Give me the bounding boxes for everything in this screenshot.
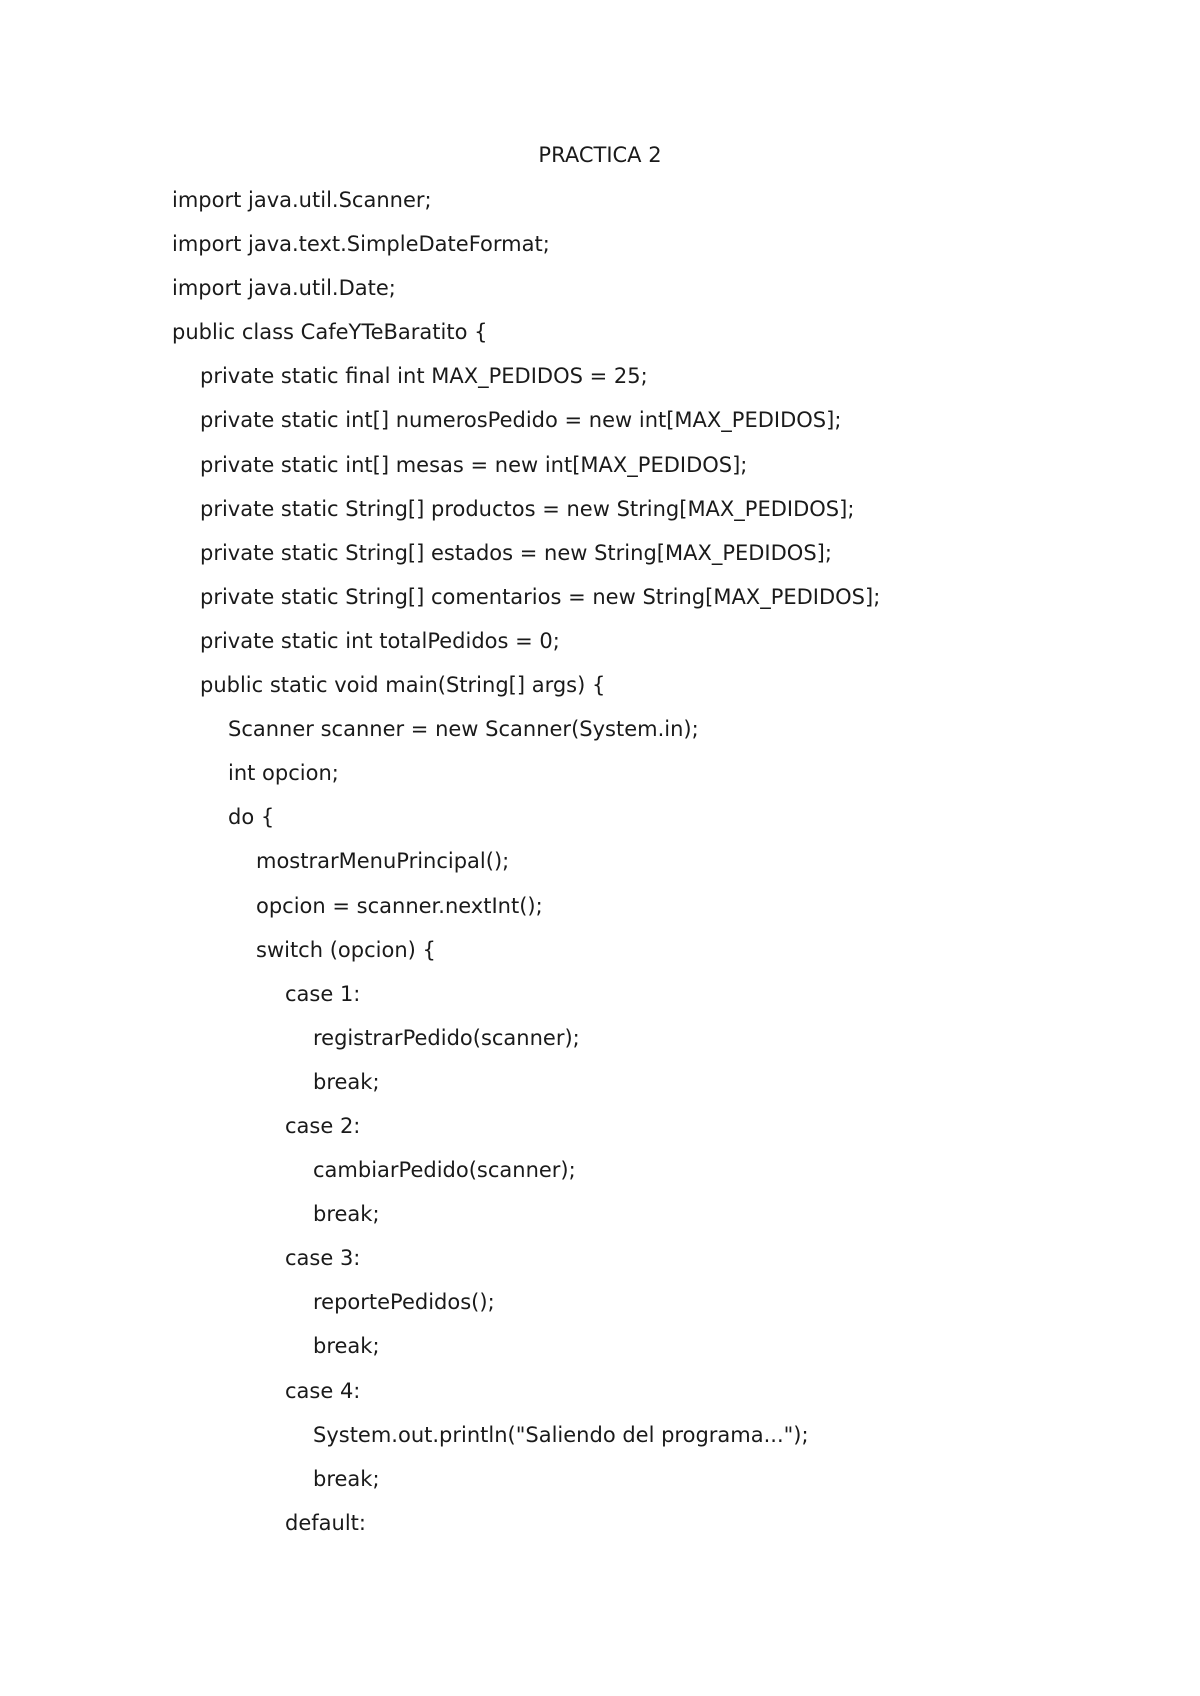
code-line: public class CafeYTeBaratito { (172, 320, 488, 345)
code-line: private static int[] mesas = new int[MAX_PEDIDOS]; (200, 452, 748, 477)
code-line: private static String[] estados = new String[MAX_PEDIDOS]; (200, 540, 832, 565)
code-line: case 4: (285, 1378, 361, 1403)
code-line: Scanner scanner = new Scanner(System.in); (228, 717, 699, 742)
code-line: opcion = scanner.nextInt(); (256, 893, 543, 918)
code-line: import java.util.Scanner; (172, 188, 432, 212)
code-line: break; (313, 1202, 380, 1227)
document-title: PRACTICA 2 (538, 143, 662, 167)
code-line: registrarPedido(scanner); (313, 1025, 580, 1050)
code-line: private static String[] productos = new String[MAX_PEDIDOS]; (200, 496, 855, 521)
code-line: mostrarMenuPrincipal(); (256, 849, 510, 874)
code-line: case 3: (285, 1246, 361, 1271)
code-line: do { (228, 805, 275, 830)
code-block (172, 185, 1172, 1552)
code-line: private static int totalPedidos = 0; (200, 628, 560, 653)
code-line: import java.util.Date; (172, 276, 396, 301)
code-line: case 2: (285, 1113, 361, 1138)
code-line: public static void main(String[] args) { (200, 673, 606, 698)
code-line: break; (313, 1466, 380, 1491)
code-line: private static int[] numerosPedido = new int[MAX_PEDIDOS]; (200, 408, 842, 433)
code-line: break; (313, 1334, 380, 1359)
code-line: reportePedidos(); (313, 1290, 495, 1315)
code-line: cambiarPedido(scanner); (313, 1158, 576, 1183)
code-line: private static final int MAX_PEDIDOS = 25; (200, 364, 648, 389)
code-line: default: (285, 1510, 366, 1535)
code-line: System.out.println("Saliendo del programa..."); (313, 1422, 809, 1447)
code-line: switch (opcion) { (256, 937, 436, 962)
code-line: break; (313, 1069, 380, 1094)
code-line: import java.text.SimpleDateFormat; (172, 232, 550, 257)
code-line: private static String[] comentarios = new String[MAX_PEDIDOS]; (200, 584, 881, 609)
code-line: int opcion; (228, 761, 339, 786)
code-line: case 1: (285, 981, 361, 1006)
